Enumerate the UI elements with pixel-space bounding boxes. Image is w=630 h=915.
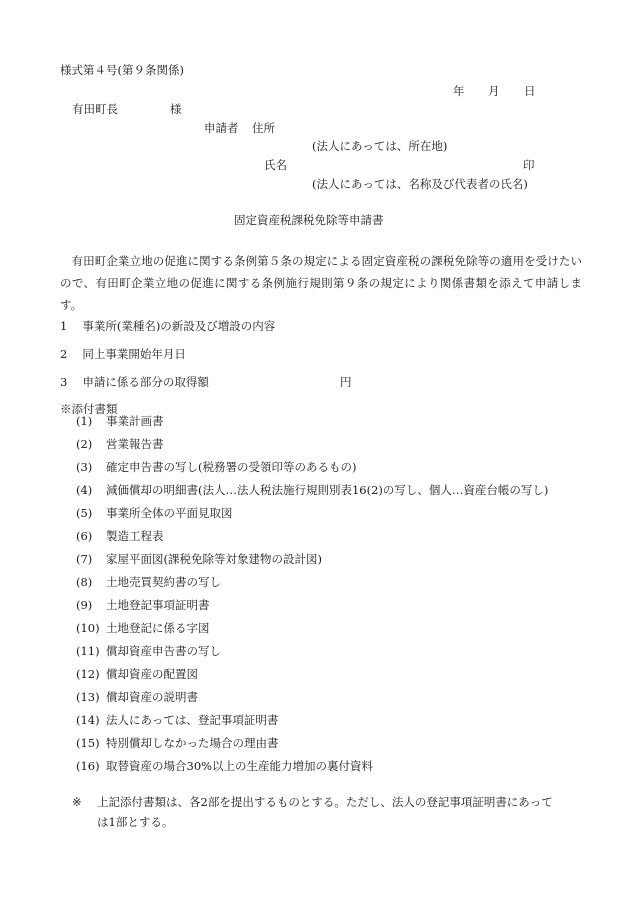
item-number: 2: [60, 347, 68, 361]
attachment-item: [76, 645, 221, 659]
attachment-number: (2): [76, 437, 93, 451]
attachment-text: 家屋平面図(課税免除等対象建物の設計図): [106, 552, 322, 566]
attachment-item: [76, 576, 221, 590]
date-year-label: 年: [453, 84, 465, 98]
attachment-text: 土地売買契約書の写し: [106, 575, 221, 589]
attachment-number: (1): [76, 414, 93, 428]
name-label: 氏名: [264, 158, 287, 172]
note-line-2: は1部とする。: [97, 815, 174, 829]
attachment-text: 償却資産の配置図: [106, 667, 198, 681]
attachment-text: 償却資産の説明書: [106, 690, 198, 704]
attachment-text: 償却資産申告書の写し: [106, 644, 221, 658]
attachment-number: (7): [76, 552, 93, 566]
addressee-honorific: 様: [170, 102, 182, 116]
note-line-1: 上記添付書類は、各2部を提出するものとする。ただし、法人の登記事項証明書にあって: [97, 795, 553, 809]
form-number: 様式第４号(第９条関係): [60, 63, 184, 77]
attachment-text: 事業計画書: [106, 414, 164, 428]
attachment-text: 製造工程表: [106, 529, 164, 543]
attachment-number: (16): [76, 759, 100, 773]
addressee-name: 有田町長: [72, 102, 118, 116]
attachment-item: [76, 760, 373, 774]
attachments-note: [72, 792, 592, 832]
attachment-item: [76, 737, 279, 751]
attachment-number: (10): [76, 621, 100, 635]
name-note: (法人にあっては、名称及び代表者の氏名): [312, 177, 528, 191]
attachments-heading: ※添付書類: [60, 402, 118, 416]
attachment-number: (6): [76, 529, 93, 543]
attachment-item: [76, 461, 356, 475]
attachment-item: [76, 484, 548, 498]
attachment-text: 減価償却の明細書(法人…法人税法施行規則別表16(2)の写し、個人…資産台帳の写し): [106, 483, 549, 497]
date-day-label: 日: [524, 84, 536, 98]
attachment-number: (11): [76, 644, 100, 658]
attachment-item: [76, 691, 198, 705]
item-3: [60, 376, 209, 390]
attachment-text: 土地登記事項証明書: [106, 598, 210, 612]
attachment-number: (15): [76, 736, 100, 750]
attachment-number: (12): [76, 667, 100, 681]
address-label: 住所: [252, 121, 275, 135]
attachment-item: [76, 530, 164, 544]
item-text: 事業所(業種名)の新設及び増設の内容: [82, 319, 276, 333]
body-paragraph: 有田町企業立地の促進に関する条例第５条の規定による固定資産税の課税免除等の適用を受けたいので、有田町企業立地の促進に関する条例施行規則第９条の規定により関係書類を添えて申請します。: [60, 254, 582, 312]
attachment-number: (3): [76, 460, 93, 474]
attachment-item: [76, 507, 233, 521]
attachment-text: 特別償却しなかった場合の理由書: [106, 736, 279, 750]
item-number: 3: [60, 375, 68, 389]
attachment-number: (8): [76, 575, 93, 589]
attachment-text: 取替資産の場合30%以上の生産能力増加の裏付資料: [106, 759, 374, 773]
attachment-text: 確定申告書の写し(税務署の受領印等のあるもの): [106, 460, 357, 474]
attachment-item: [76, 415, 164, 429]
item-text: 申請に係る部分の取得額: [82, 375, 209, 389]
applicant-label: 申請者: [204, 121, 239, 135]
attachment-item: [76, 553, 322, 567]
attachment-number: (13): [76, 690, 100, 704]
attachment-text: 土地登記に係る字図: [106, 621, 210, 635]
document-title: 固定資産税課税免除等申請書: [234, 213, 384, 227]
attachment-item: [76, 668, 198, 682]
attachment-number: (4): [76, 483, 93, 497]
attachment-item: [76, 599, 210, 613]
seal-mark: 印: [523, 158, 535, 172]
item-number: 1: [60, 319, 68, 333]
date-month-label: 月: [488, 84, 500, 98]
attachment-item: [76, 622, 210, 636]
amount-unit: 円: [340, 375, 352, 389]
attachment-text: 法人にあっては、登記事項証明書: [106, 713, 279, 727]
attachment-text: 営業報告書: [106, 437, 164, 451]
attachment-item: [76, 438, 164, 452]
address-note: (法人にあっては、所在地): [312, 139, 448, 153]
attachment-item: [76, 714, 278, 728]
attachment-text: 事業所全体の平面見取図: [106, 506, 233, 520]
attachment-number: (9): [76, 598, 93, 612]
note-mark: ※: [72, 795, 82, 809]
attachment-number: (14): [76, 713, 100, 727]
item-text: 同上事業開始年月日: [82, 347, 186, 361]
item-1: [60, 320, 275, 334]
item-2: [60, 348, 186, 362]
attachment-number: (5): [76, 506, 93, 520]
